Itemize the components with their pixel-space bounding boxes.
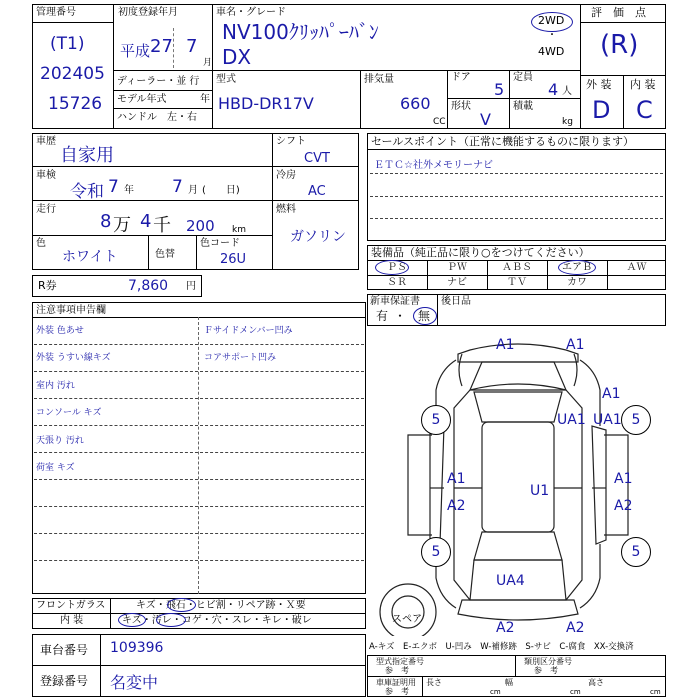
mileage-man-unit: 万 <box>113 215 131 236</box>
car-name-label: 車名・グレード <box>216 7 286 18</box>
shift-value: CVT <box>304 151 330 166</box>
damage-left-front-door: A1 <box>447 471 466 487</box>
model-code: HBD-DR17V <box>218 94 314 113</box>
mgmt-number-2: 15726 <box>48 94 103 114</box>
front-glass-items: キズ・飛石・ヒビ割・リペア跡・Ｘ要 <box>136 600 306 611</box>
equip-airbag: エアＢ <box>562 262 592 273</box>
warranty-has: 有 <box>376 309 389 323</box>
capacity-value: 4 <box>548 80 559 99</box>
note-line: 室内 汚れ <box>36 381 75 391</box>
warranty-separator: ・ <box>394 309 407 323</box>
inspection-year: 7 <box>108 177 119 197</box>
r-ticket-value: 7,860 <box>128 278 169 294</box>
first-reg-month: 7 <box>186 36 198 57</box>
front-glass-label: フロントガラス <box>36 600 106 611</box>
spare-label: スペア <box>392 614 422 625</box>
doors-label: ドア <box>451 72 471 83</box>
damage-right-fender: A1 <box>602 386 621 402</box>
equip-ps-circle <box>375 260 409 275</box>
interior-items: キズ・汚レ・コゲ・穴・スレ・キレ・破レ <box>122 615 312 626</box>
type-label: 型式指定番号 <box>376 657 424 666</box>
first-reg-label: 初度登録年月 <box>118 7 178 18</box>
equip-sr: ＳＲ <box>387 277 407 288</box>
inspection-month-unit: 月 <box>188 185 198 196</box>
damage-pillar-left: UA1 <box>557 412 586 428</box>
cert-ref: 参 考 <box>385 687 409 696</box>
sales-points-title: セールスポイント（正常に機能するものに限ります） <box>371 135 635 148</box>
inspection-month: 7 <box>172 177 183 197</box>
legend-text: A-キズ E-エクボ U-凹み W-補修跡 S-サビ C-腐食 XX-交換済 <box>369 642 634 652</box>
mileage-sen: 4 <box>140 211 152 232</box>
shape-value: V <box>480 110 491 129</box>
note-line: 荷室 キズ <box>36 463 75 473</box>
cooling-value: AC <box>308 184 326 199</box>
car-name: NV100ｸﾘｯﾊﾟｰﾊﾞﾝ <box>222 20 379 44</box>
tire-rf-value: 5 <box>631 412 641 428</box>
first-reg-year: 27 <box>150 36 173 57</box>
drive-4wd: 4WD <box>538 45 565 58</box>
color-code: 26U <box>220 252 247 267</box>
width-label: 幅 <box>505 678 513 687</box>
inspection-era: 令和 <box>70 182 104 202</box>
inspection-label: 車検 <box>36 170 56 181</box>
height-unit: cm <box>650 688 661 696</box>
class-ref: 参 考 <box>534 666 558 675</box>
front-glass-chip-circle <box>167 598 196 612</box>
reg-label: 登録番号 <box>40 674 89 688</box>
reg-value: 名変中 <box>110 673 159 692</box>
history-label: 車歴 <box>36 136 56 147</box>
note-line: 天張り 汚れ <box>36 436 84 446</box>
mileage-man: 8 <box>100 211 112 232</box>
color-change-label: 色替 <box>155 249 175 260</box>
damage-left-rear-door: A2 <box>447 498 466 514</box>
damage-pillar-right: UA1 <box>593 412 622 428</box>
load-unit: kg <box>562 117 573 127</box>
displacement-value: 660 <box>400 94 431 113</box>
mileage-rest: 200 <box>186 217 215 235</box>
dealer-label: ディーラー・並 行 <box>117 76 200 87</box>
damage-right-front-door: A1 <box>614 471 633 487</box>
color-code-label: 色コード <box>200 238 240 249</box>
note-line: 外装 うすい線キズ <box>36 353 111 363</box>
drive-separator: ・ <box>547 30 557 41</box>
r-ticket-box <box>32 275 202 297</box>
mileage-label: 走行 <box>36 204 56 215</box>
chassis-number: 109396 <box>110 640 164 656</box>
note-line: 外装 色あせ <box>36 326 84 336</box>
equip-navi: ナビ <box>447 277 467 288</box>
fuel-label: 燃料 <box>276 204 296 215</box>
damage-front-right: A1 <box>566 337 585 353</box>
handle-label: ハンドル 左・右 <box>117 112 197 123</box>
exterior-grade: D <box>592 96 611 124</box>
mgmt-code: (T1) <box>50 34 85 54</box>
equip-aw: ＡＷ <box>626 262 647 273</box>
mgmt-label: 管理番号 <box>36 7 76 18</box>
tire-right-front <box>621 405 651 435</box>
notes-title: 注意事項申告欄 <box>36 305 106 316</box>
shift-label: シフト <box>276 136 306 147</box>
damage-roof: U1 <box>530 483 550 499</box>
capacity-unit: 人 <box>562 86 572 97</box>
tire-lf-value: 5 <box>431 412 441 428</box>
interior-dirt-circle <box>156 613 186 627</box>
damage-rear-bumper-left: A2 <box>496 620 515 636</box>
model-year-unit: 年 <box>200 94 210 105</box>
damage-front-left: A1 <box>496 337 515 353</box>
length-unit: cm <box>490 688 501 696</box>
mileage-sen-unit: 千 <box>153 215 171 236</box>
note-line: コンソール キズ <box>36 408 102 418</box>
mgmt-number: 202405 <box>40 64 105 84</box>
sales-point-line: ＥＴＣ☆社外メモリーナビ <box>374 160 493 171</box>
tire-left-rear <box>421 537 451 567</box>
score-label: 評 価 点 <box>591 6 646 19</box>
delivery-label: 後日品 <box>441 296 471 307</box>
drive-2wd: 2WD <box>538 14 565 27</box>
cooling-label: 冷房 <box>276 170 296 181</box>
doors-value: 5 <box>494 80 505 99</box>
class-label: 類別区分番号 <box>524 657 572 666</box>
model-label: 型式 <box>216 74 236 85</box>
first-reg-month-unit: 月 <box>203 58 213 68</box>
damage-right-rear-door: A2 <box>614 498 633 514</box>
equip-airbag-circle <box>558 260 596 275</box>
km-unit: km <box>232 225 246 235</box>
equip-ps: ＰＳ <box>387 262 407 273</box>
history-value: 自家用 <box>60 145 114 166</box>
equip-leather: カワ <box>567 277 587 288</box>
warranty-label: 新車保証書 <box>370 296 420 307</box>
displacement-label: 排気量 <box>364 74 394 85</box>
inspection-day: ( 日) <box>202 185 240 196</box>
warranty-none: 無 <box>418 309 431 323</box>
type-ref: 参 考 <box>385 666 409 675</box>
note-line-right: Ｆサイドメンバー凹み <box>204 326 293 336</box>
first-reg-era: 平成 <box>120 42 151 60</box>
tire-right-rear <box>621 537 651 567</box>
note-line-right: コアサポート凹み <box>204 353 277 363</box>
tire-lr-value: 5 <box>431 544 441 560</box>
warranty-none-circle <box>413 307 437 325</box>
interior-label: 内 装 <box>60 615 84 626</box>
damage-rear-bumper-right: A2 <box>566 620 585 636</box>
chassis-label: 車台番号 <box>40 643 89 657</box>
score-value: (R) <box>600 30 639 60</box>
equipment-title: 装備品（純正品に限り○をつけてください） <box>371 246 590 259</box>
equip-pw: ＰＷ <box>447 262 467 273</box>
equip-abs: ＡＢＳ <box>502 262 532 273</box>
model-year-label: モデル年式 <box>117 94 167 105</box>
yen-unit: 円 <box>186 281 196 292</box>
cc-unit: CC <box>433 117 446 127</box>
interior-grade: C <box>636 96 653 124</box>
width-unit: cm <box>570 688 581 696</box>
r-ticket-label: R券 <box>38 279 57 292</box>
load-label: 積載 <box>513 101 533 112</box>
height-label: 高さ <box>588 678 604 687</box>
shape-label: 形状 <box>451 101 471 112</box>
interior-grade-label: 内 装 <box>630 78 656 91</box>
color-value: ホワイト <box>62 249 118 265</box>
damage-rear-panel: UA4 <box>496 573 525 589</box>
capacity-label: 定員 <box>513 72 533 83</box>
fuel-value: ガソリン <box>290 229 346 245</box>
inspection-year-unit: 年 <box>124 185 134 196</box>
tire-rr-value: 5 <box>631 544 641 560</box>
color-label: 色 <box>36 238 46 249</box>
tire-left-front <box>421 405 451 435</box>
length-label: 長さ <box>426 678 442 687</box>
exterior-grade-label: 外 装 <box>586 78 612 91</box>
cert-label: 車庫証明用 <box>376 678 416 687</box>
interior-scratch-circle <box>118 613 146 627</box>
car-grade: DX <box>222 45 252 69</box>
equip-tv: ＴＶ <box>507 277 527 288</box>
notes-frame <box>32 302 366 594</box>
